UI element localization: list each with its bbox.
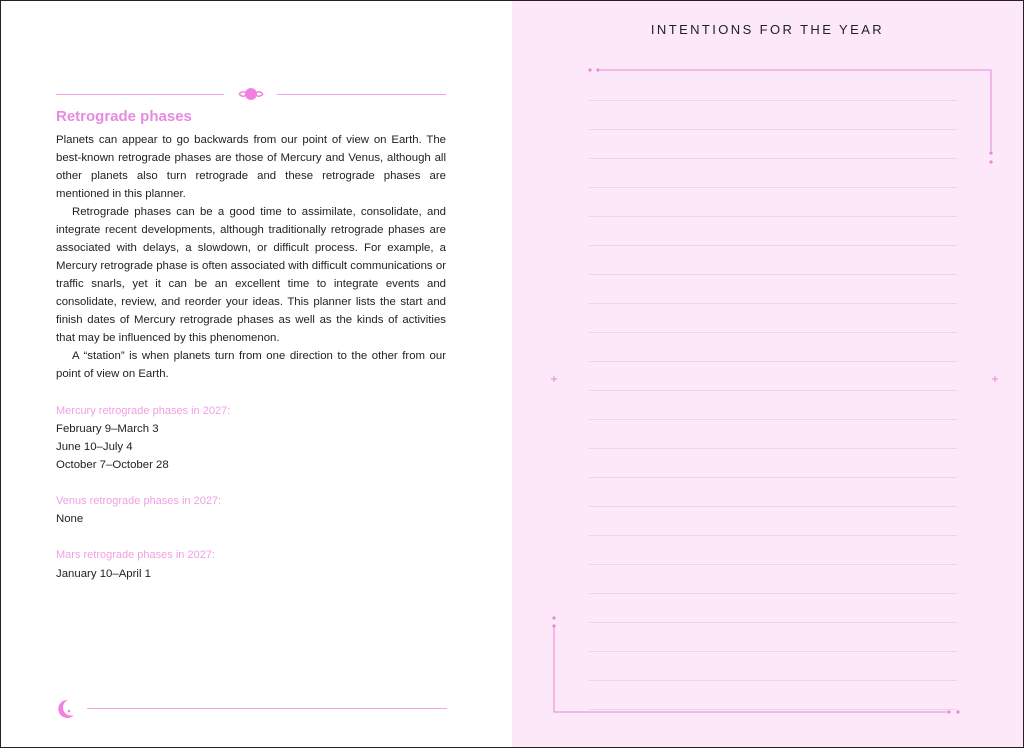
- ruled-line: [589, 187, 957, 188]
- ruled-line: [589, 129, 957, 130]
- ornament-line-left: [56, 94, 224, 95]
- mars-date-1: January 10–April 1: [56, 568, 151, 580]
- ruled-line: [589, 506, 957, 507]
- ruled-line: [589, 680, 957, 681]
- left-page: [1, 1, 512, 747]
- mercury-date-1: February 9–March 3: [56, 423, 159, 435]
- ruled-line: [589, 564, 957, 565]
- mercury-date-3: October 7–October 28: [56, 459, 169, 471]
- ruled-line: [589, 216, 957, 217]
- ruled-line: [589, 100, 957, 101]
- venus-heading: Venus retrograde phases in 2027:: [56, 495, 222, 507]
- mars-heading: Mars retrograde phases in 2027:: [56, 549, 215, 561]
- ruled-line: [589, 390, 957, 391]
- paragraph-3: A “station” is when planets turn from one direction to the other from our point of view on Earth.: [56, 350, 446, 380]
- venus-dates: [56, 510, 83, 528]
- venus-date-1: None: [56, 513, 84, 525]
- ruled-line: [589, 477, 957, 478]
- ruled-line: [589, 622, 957, 623]
- ruled-line: [589, 535, 957, 536]
- ruled-line: [589, 158, 957, 159]
- ruled-line: [589, 245, 957, 246]
- page-title: INTENTIONS FOR THE YEAR: [650, 22, 885, 37]
- ruled-line: [589, 419, 957, 420]
- ruled-line: [589, 332, 957, 333]
- planet-ornament-icon: [238, 85, 264, 103]
- paragraph-1: Planets can appear to go backwards from our point of view on Earth. The best-known retrograde phases are those of Mercury and Venus, although all other planets also turn retrograde and these retrograde phases are mentioned in this planner.: [56, 134, 446, 200]
- paragraph-2: Retrograde phases can be a good time to assimilate, consolidate, and integrate recent developments, although traditionally retrograde phases are associated with delays, a slowdown, or difficult process. For example, a Mercury retrograde phase is often associated with difficult communications or traffic snarls, yet it can be an excellent time to integrate events and consolidate, review, and reorder your ideas. This planner lists the start and finish dates of Mercury retrograde phases as well as the kinds of activities that may be influenced by this phenomenon.: [56, 206, 446, 344]
- footer-line: [87, 708, 447, 709]
- section-title: Retrograde phases: [56, 108, 192, 125]
- ruled-line: [589, 651, 957, 652]
- mercury-date-2: June 10–July 4: [56, 441, 133, 453]
- ruled-line: [589, 593, 957, 594]
- right-page: [512, 1, 1023, 747]
- mars-dates: [56, 565, 151, 583]
- ruled-line: [589, 303, 957, 304]
- ruled-line: [589, 709, 957, 710]
- ruled-line: [589, 361, 957, 362]
- mercury-heading: Mercury retrograde phases in 2027:: [56, 405, 231, 417]
- ruled-line: [589, 448, 957, 449]
- body-text: [56, 131, 446, 383]
- mercury-dates: [56, 420, 169, 474]
- ornament-line-right: [277, 94, 446, 95]
- ruled-line: [589, 274, 957, 275]
- crescent-moon-icon: [54, 698, 76, 720]
